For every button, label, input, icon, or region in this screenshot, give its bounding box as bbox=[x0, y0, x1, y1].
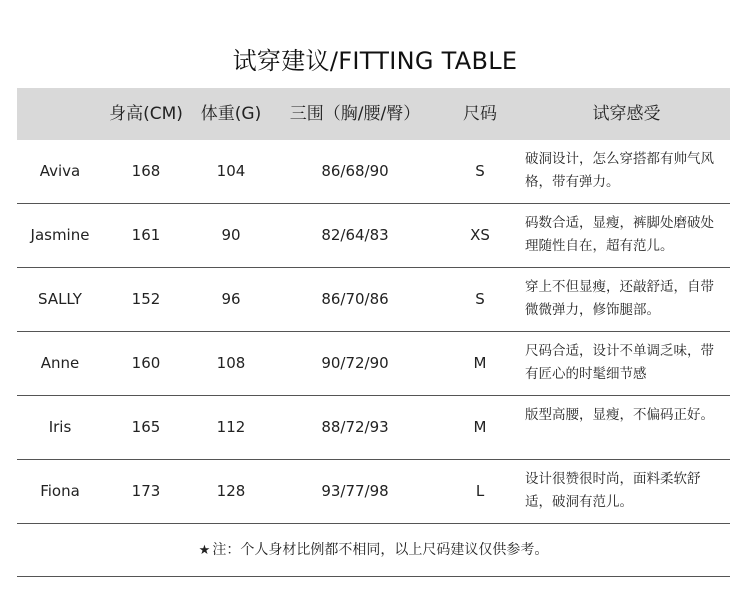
table-row bbox=[17, 332, 730, 396]
model-weight: 112 bbox=[216, 418, 246, 436]
table-header bbox=[17, 88, 730, 140]
model-height: 160 bbox=[131, 354, 161, 372]
model-size: S bbox=[475, 162, 485, 180]
model-height: 152 bbox=[131, 290, 161, 308]
model-size: M bbox=[473, 418, 487, 436]
star-icon: ★ bbox=[198, 543, 211, 558]
model-name: Anne bbox=[40, 354, 80, 372]
table-row bbox=[17, 268, 730, 332]
model-name: Jasmine bbox=[30, 226, 90, 244]
model-name: Iris bbox=[48, 418, 72, 436]
model-weight: 128 bbox=[216, 482, 246, 500]
model-size: M bbox=[473, 354, 487, 372]
model-name: SALLY bbox=[38, 290, 82, 308]
model-weight: 90 bbox=[221, 226, 241, 244]
model-measurements: 93/77/98 bbox=[321, 482, 389, 500]
model-height: 161 bbox=[131, 226, 161, 244]
model-measurements: 88/72/93 bbox=[321, 418, 389, 436]
fitting-comment: 破洞设计，怎么穿搭都有帅气风格，带有弹力。 bbox=[525, 151, 714, 190]
model-measurements: 86/70/86 bbox=[321, 290, 389, 308]
model-size: L bbox=[475, 482, 485, 500]
header-height: 身高(CM) bbox=[109, 104, 183, 124]
fitting-comment: 码数合适，显瘦，裤脚处磨破处理随性自在，超有范儿。 bbox=[525, 215, 714, 254]
model-weight: 96 bbox=[221, 290, 241, 308]
model-name: Fiona bbox=[40, 482, 80, 500]
model-measurements: 86/68/90 bbox=[321, 162, 389, 180]
model-name: Aviva bbox=[39, 162, 81, 180]
model-weight: 108 bbox=[216, 354, 246, 372]
fitting-comment: 设计很赞很时尚，面料柔软舒适，破洞有范儿。 bbox=[525, 471, 701, 510]
header-measurements: 三围（胸/腰/臀） bbox=[289, 104, 421, 124]
footnote bbox=[17, 524, 730, 577]
model-height: 165 bbox=[131, 418, 161, 436]
header-weight: 体重(G) bbox=[200, 104, 262, 124]
model-measurements: 82/64/83 bbox=[321, 226, 389, 244]
header-comment: 试穿感受 bbox=[592, 104, 661, 124]
header-size: 尺码 bbox=[463, 104, 497, 124]
model-height: 168 bbox=[131, 162, 161, 180]
table-row bbox=[17, 396, 730, 460]
page-title: 试穿建议/FITTING TABLE bbox=[232, 47, 518, 75]
table-row bbox=[17, 460, 730, 524]
fitting-comment: 穿上不但显瘦，还敲舒适，自带微微弹力，修饰腿部。 bbox=[525, 279, 714, 318]
fitting-table bbox=[17, 88, 730, 577]
model-size: S bbox=[475, 290, 485, 308]
table-row bbox=[17, 204, 730, 268]
fitting-comment: 版型高腰，显瘦，不偏码正好。 bbox=[525, 407, 714, 423]
model-size: XS bbox=[470, 226, 490, 244]
model-weight: 104 bbox=[216, 162, 246, 180]
model-height: 173 bbox=[131, 482, 161, 500]
table-row bbox=[17, 140, 730, 204]
fitting-comment: 尺码合适，设计不单调乏味，带有匠心的时髦细节感 bbox=[525, 343, 714, 382]
footnote-text: 注：个人身材比例都不相同，以上尺码建议仅供参考。 bbox=[212, 542, 549, 558]
model-measurements: 90/72/90 bbox=[321, 354, 389, 372]
